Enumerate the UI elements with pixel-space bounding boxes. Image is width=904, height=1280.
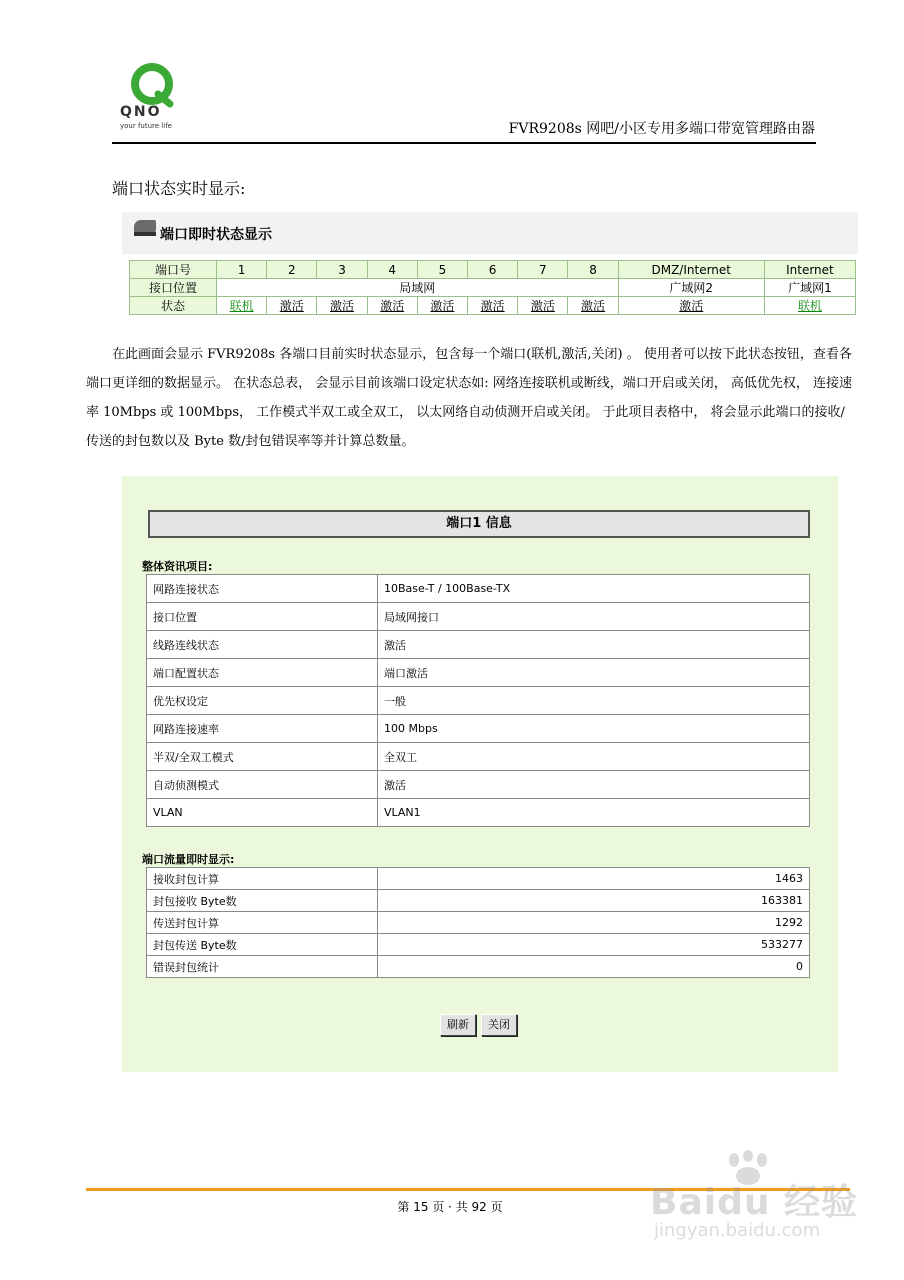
port-status-link[interactable]: 激活 — [317, 297, 367, 315]
traffic-key: 接收封包计算 — [147, 868, 378, 890]
port-number: 4 — [367, 261, 417, 279]
table-row — [147, 912, 810, 934]
watermark-url: jingyan.baidu.com — [654, 1220, 821, 1241]
table-row — [147, 715, 810, 743]
info-key: 线路连线状态 — [147, 631, 378, 659]
port-status-link[interactable]: 激活 — [417, 297, 467, 315]
port-status-link[interactable]: 激活 — [367, 297, 417, 315]
port-number: 2 — [267, 261, 317, 279]
port-number: 1 — [217, 261, 267, 279]
port-number: 6 — [468, 261, 518, 279]
page-number: 第 15 页 · 共 92 页 — [397, 1200, 503, 1214]
location-lan: 局域网 — [217, 279, 619, 297]
watermark-text: Baidu 经验 — [650, 1182, 859, 1223]
traffic-info-label: 端口流量即时显示: — [142, 853, 235, 866]
table-row — [147, 956, 810, 978]
port-status-link[interactable]: 激活 — [568, 297, 618, 315]
row-label-location: 接口位置 — [130, 279, 217, 297]
info-value: 10Base-T / 100Base-TX — [378, 575, 810, 603]
table-row — [147, 687, 810, 715]
info-key: 优先权设定 — [147, 687, 378, 715]
location-dmz: 广域网2 — [618, 279, 764, 297]
overall-info-table — [146, 574, 810, 827]
traffic-key: 封包传送 Byte数 — [147, 934, 378, 956]
traffic-value: 163381 — [378, 890, 810, 912]
port-status-link[interactable]: 联机 — [217, 297, 267, 315]
port-status-link[interactable]: 激活 — [468, 297, 518, 315]
port-number: 5 — [417, 261, 467, 279]
traffic-key: 封包接收 Byte数 — [147, 890, 378, 912]
info-key: 端口配置状态 — [147, 659, 378, 687]
info-key: 自动侦测模式 — [147, 771, 378, 799]
traffic-key: 传送封包计算 — [147, 912, 378, 934]
traffic-value: 1463 — [378, 868, 810, 890]
info-key: VLAN — [147, 799, 378, 827]
table-row — [147, 890, 810, 912]
table-row — [147, 603, 810, 631]
info-value: 局域网接口 — [378, 603, 810, 631]
port-number: 3 — [317, 261, 367, 279]
port-number: Internet — [764, 261, 855, 279]
document-title: FVR9208s 网吧/小区专用多端口带宽管理路由器 — [508, 121, 815, 137]
port-number: 8 — [568, 261, 618, 279]
panel-folder-icon-base — [134, 232, 156, 236]
info-value: 激活 — [378, 771, 810, 799]
port-status-link[interactable]: 激活 — [518, 297, 568, 315]
section-heading: 端口状态实时显示: — [112, 179, 246, 198]
port-status-link[interactable]: 联机 — [764, 297, 855, 315]
info-key: 半双/全双工模式 — [147, 743, 378, 771]
info-value: 激活 — [378, 631, 810, 659]
info-key: 接口位置 — [147, 603, 378, 631]
close-button[interactable]: 关闭 — [481, 1014, 517, 1036]
qno-logo — [118, 62, 188, 132]
row-label-port: 端口号 — [130, 261, 217, 279]
port-status-link[interactable]: 激活 — [267, 297, 317, 315]
port-status-link[interactable]: 激活 — [618, 297, 764, 315]
port-number-row — [130, 261, 856, 279]
traffic-info-table — [146, 867, 810, 978]
port-status-table — [129, 260, 856, 315]
table-row — [147, 771, 810, 799]
port-location-row — [130, 279, 856, 297]
table-row — [147, 631, 810, 659]
overall-info-label: 整体资讯项目: — [142, 560, 213, 573]
row-label-status: 状态 — [130, 297, 217, 315]
info-key: 网路连接状态 — [147, 575, 378, 603]
info-value: 全双工 — [378, 743, 810, 771]
info-value: 一般 — [378, 687, 810, 715]
port-number: DMZ/Internet — [618, 261, 764, 279]
location-wan: 广域网1 — [764, 279, 855, 297]
table-row — [147, 575, 810, 603]
traffic-value: 1292 — [378, 912, 810, 934]
port-number: 7 — [518, 261, 568, 279]
table-row — [147, 799, 810, 827]
info-value: VLAN1 — [378, 799, 810, 827]
table-row — [147, 868, 810, 890]
port-info-title: 端口1 信息 — [148, 510, 810, 538]
description-paragraph: 在此画面会显示 FVR9208s 各端口目前实时状态显示，包含每一个端口(联机,激活,关闭) 。 使用者可以按下此状态按钮，查看各端口更详细的数据显示。 在状态总表， 会显示目前该端口设定状态如: 网络连接联机或断线，端口开启或关闭， 高低优先权， 连接速率 10Mbps 或 100Mbps， 工作模式半双工或全双工， 以太网络自动侦测开启或关闭。 于此项目表格中， 将会显示此端口的接收/传送的封包数以及 Byte 数/封包错误率等并计算总数量。 — [86, 347, 853, 449]
port-status-panel-title: 端口即时状态显示 — [160, 227, 272, 243]
refresh-button[interactable]: 刷新 — [440, 1014, 476, 1036]
info-key: 网路连接速率 — [147, 715, 378, 743]
port-status-panel-header — [122, 212, 858, 254]
traffic-value: 0 — [378, 956, 810, 978]
info-value: 端口激活 — [378, 659, 810, 687]
table-row — [147, 934, 810, 956]
header-divider — [112, 142, 816, 144]
traffic-value: 533277 — [378, 934, 810, 956]
port-status-row — [130, 297, 856, 315]
table-row — [147, 743, 810, 771]
table-row — [147, 659, 810, 687]
traffic-key: 错误封包统计 — [147, 956, 378, 978]
baidu-watermark — [640, 1150, 860, 1250]
info-value: 100 Mbps — [378, 715, 810, 743]
logo-tagline: your future life — [120, 122, 172, 130]
logo-brand: QNO — [120, 104, 162, 120]
